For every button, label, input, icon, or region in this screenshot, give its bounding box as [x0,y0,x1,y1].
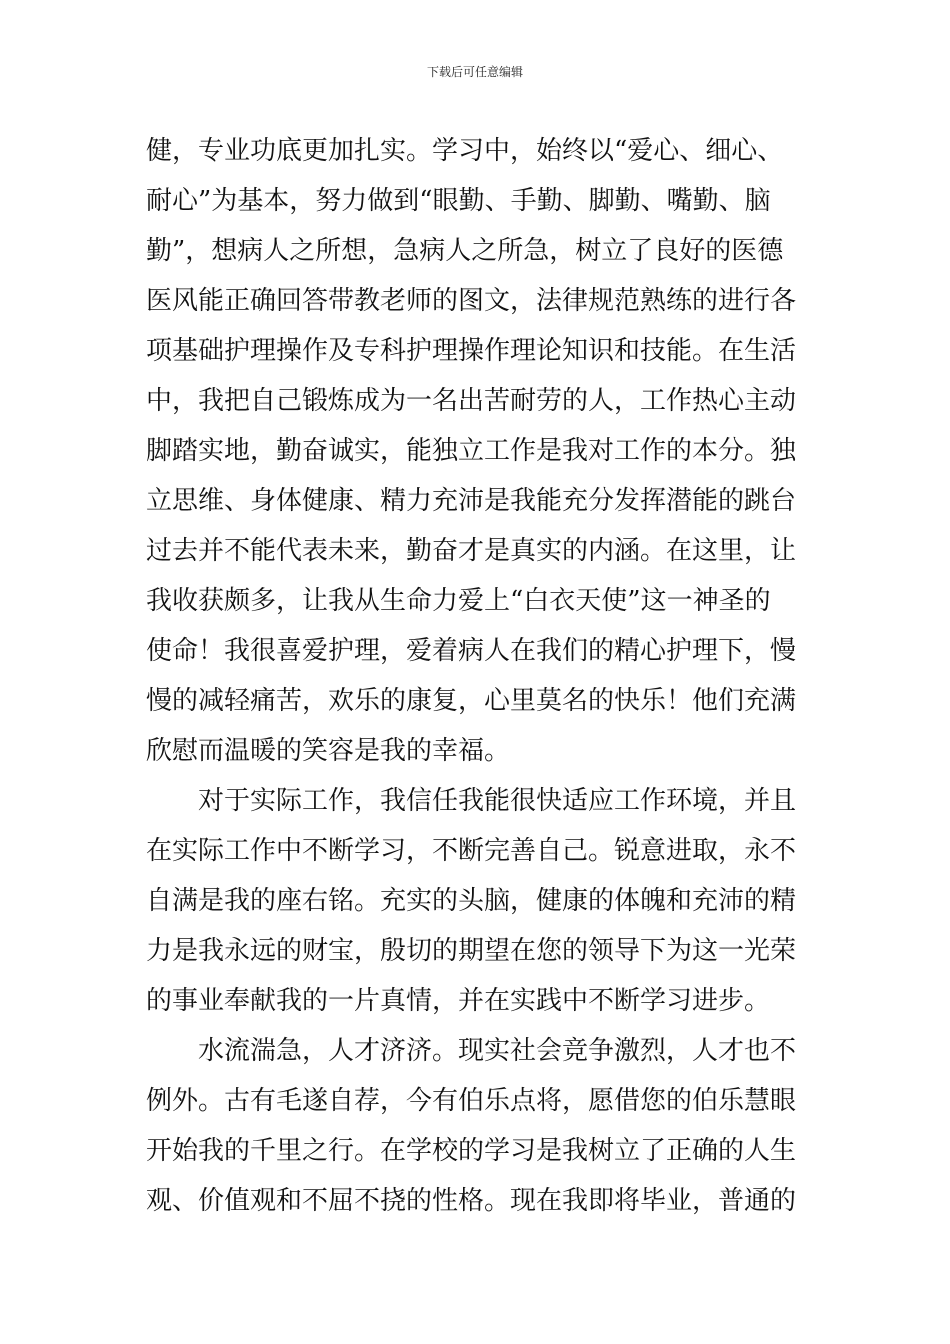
text-line: 脚踏实地，勤奋诚实，能独立工作是我对工作的本分。独 [146,436,797,466]
text-line: 在实际工作中不断学习，不断完善自己。锐意进取，永不 [146,836,797,866]
paragraph-2 [146,776,808,1026]
text-line: 我收获颇多，让我从生命力爱上“白衣天使”这一神圣的 [146,586,771,616]
text-line: 过去并不能代表未来，勤奋才是真实的内涵。在这里，让 [146,536,797,566]
text-line: 健，专业功底更加扎实。学习中，始终以“爱心、细心、 [146,136,784,166]
text-line: 项基础护理操作及专科护理操作理论知识和技能。在生活 [146,336,797,366]
text-line: 医风能正确回答带教老师的图文，法律规范熟练的进行各 [146,286,797,316]
text-line: 使命！我很喜爱护理，爱着病人在我们的精心护理下，慢 [146,636,797,666]
text-line: 的事业奉献我的一片真情，并在实践中不断学习进步。 [146,986,771,1016]
text-line: 立思维、身体健康、精力充沛是我能充分发挥潜能的跳台 [146,486,797,516]
text-line-indented: 对于实际工作，我信任我能很快适应工作环境，并且 [198,786,797,816]
text-line: 欣慰而温暖的笑容是我的幸福。 [146,736,511,766]
text-line: 耐心”为基本，努力做到“眼勤、手勤、脚勤、嘴勤、脑 [146,186,771,216]
page-header: 下载后可任意编辑 [426,65,523,79]
text-line: 中，我把自己锻炼成为一名出苦耐劳的人，工作热心主动 [146,386,797,416]
paragraph-1 [146,126,808,776]
text-line: 自满是我的座右铭。充实的头脑，健康的体魄和充沛的精 [146,886,797,916]
paragraph-3 [146,1026,808,1226]
text-line: 力是我永远的财宝，殷切的期望在您的领导下为这一光荣 [146,936,797,966]
text-line: 开始我的千里之行。在学校的学习是我树立了正确的人生 [146,1136,797,1166]
text-line: 慢的减轻痛苦，欢乐的康复，心里莫名的快乐！他们充满 [146,686,797,716]
text-line: 勤”，想病人之所想，急病人之所急，树立了良好的医德 [146,236,784,266]
text-line-indented: 水流湍急，人才济济。现实社会竞争激烈，人才也不 [198,1036,797,1066]
text-line: 例外。古有毛遂自荐，今有伯乐点将，愿借您的伯乐慧眼 [146,1086,797,1116]
text-line: 观、价值观和不屈不挠的性格。现在我即将毕业，普通的 [146,1186,797,1216]
document-body [146,126,808,1226]
